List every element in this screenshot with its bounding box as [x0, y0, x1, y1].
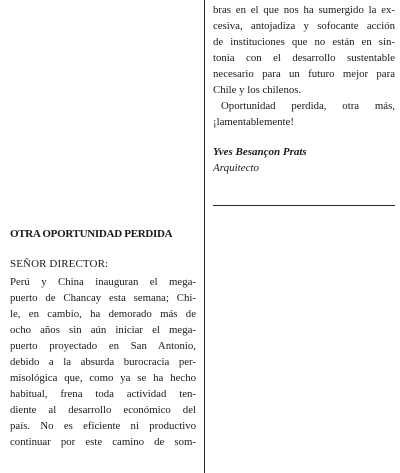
body-line: bras en el que nos ha sumergido la ex- — [213, 4, 395, 16]
letter-end-rule — [213, 205, 395, 206]
body-line: le, en cambio, ha demorado más de — [10, 308, 196, 320]
letter-continuation-column — [213, 2, 395, 176]
body-line: debido a la absurda burocracia per- — [10, 356, 196, 368]
body-line: cesiva, antojadiza y sofocante acción — [213, 20, 395, 32]
body-line: país. No es eficiente ni productivo — [10, 420, 196, 432]
salutation: SEÑOR DIRECTOR: — [10, 258, 109, 270]
body-line: continuar por este camino de som- — [10, 436, 196, 448]
body-line: habitual, frena toda actividad ten- — [10, 388, 196, 400]
body-line: tonía con el desarrollo sustentable — [213, 52, 395, 64]
body-line: diente al desarrollo económico del — [10, 404, 196, 416]
letter-headline: OTRA OPORTUNIDAD PERDIDA — [10, 228, 173, 240]
body-line: puerto de Chancay esta semana; Chi- — [10, 292, 196, 304]
body-line: Chile y los chilenos. — [213, 84, 302, 96]
closing-line: Oportunidad perdida, otra más, — [221, 100, 395, 112]
letter-start-column — [10, 226, 196, 450]
column-divider — [204, 0, 205, 473]
signature-block — [213, 144, 395, 176]
body-line: puerto proyectado en San Antonio, — [10, 340, 196, 352]
body-line: Perú y China inauguran el mega- — [10, 276, 196, 288]
author-name: Yves Besançon Prats — [213, 146, 307, 158]
author-title: Arquitecto — [213, 162, 260, 174]
body-line: de instituciones que no están en sin- — [213, 36, 395, 48]
body-line: ocho años sin aún iniciar el mega- — [10, 324, 196, 336]
body-line: necesario para un futuro mejor para — [213, 68, 395, 80]
body-line: misológica que, como ya se ha hecho — [10, 372, 196, 384]
closing-line: ¡lamentablemente! — [213, 116, 294, 128]
